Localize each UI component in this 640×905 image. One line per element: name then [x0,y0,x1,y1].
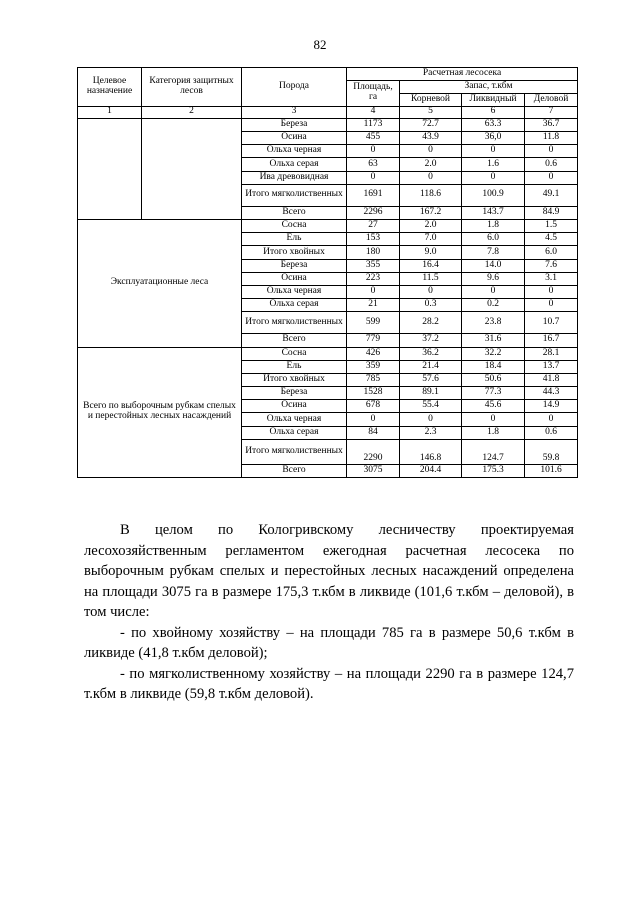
liquid-cell: 6.0 [462,233,525,246]
liquid-cell: 1.8 [462,220,525,233]
species-cell: Ольха серая [242,426,347,439]
area-cell: 785 [347,373,400,386]
species-cell: Ива древовидная [242,171,347,184]
business-cell: 59.8 [525,439,578,464]
area-cell: 0 [347,145,400,158]
species-cell: Ольха черная [242,285,347,298]
area-cell: 455 [347,132,400,145]
liquid-cell: 1.8 [462,426,525,439]
liquid-cell: 0 [462,171,525,184]
area-cell: 426 [347,347,400,360]
header-area: Площадь, га [347,80,400,106]
root-cell: 55.4 [400,400,462,413]
business-cell: 10.7 [525,312,578,334]
species-cell: Осина [242,400,347,413]
business-cell: 14.9 [525,400,578,413]
business-cell: 0 [525,171,578,184]
column-number: 7 [525,106,578,118]
header-category: Категория защитных лесов [142,68,242,107]
root-cell: 89.1 [400,387,462,400]
table-row [78,220,578,233]
root-cell: 43.9 [400,132,462,145]
species-cell: Сосна [242,220,347,233]
business-cell: 0 [525,299,578,312]
business-cell: 4.5 [525,233,578,246]
species-cell: Береза [242,118,347,131]
column-number: 5 [400,106,462,118]
species-cell: Ольха черная [242,145,347,158]
area-cell: 678 [347,400,400,413]
liquid-cell: 143.7 [462,206,525,219]
business-cell: 44.3 [525,387,578,400]
species-cell: Ель [242,360,347,373]
business-cell: 84.9 [525,206,578,219]
liquid-cell: 7.8 [462,246,525,259]
liquid-cell: 63.3 [462,118,525,131]
business-cell: 0.6 [525,158,578,171]
header-cutting-area: Расчетная лесосека [347,68,578,81]
root-cell: 28.2 [400,312,462,334]
paragraph-2: - по хвойному хозяйству – на площади 785 га в размере 50,6 т.кбм в ликвиде (41,8 т.кбм деловой); [84,624,574,661]
liquid-cell: 31.6 [462,334,525,347]
area-cell: 355 [347,259,400,272]
area-cell: 153 [347,233,400,246]
root-cell: 167.2 [400,206,462,219]
area-cell: 0 [347,285,400,298]
root-cell: 37.2 [400,334,462,347]
species-cell: Береза [242,259,347,272]
area-cell: 180 [347,246,400,259]
liquid-cell: 0 [462,413,525,426]
liquid-cell: 32.2 [462,347,525,360]
business-cell: 28.1 [525,347,578,360]
root-cell: 2.0 [400,158,462,171]
area-cell: 84 [347,426,400,439]
paragraph-1-rest: лесохозяйственным регламентом ежегодная расчетная лесосека по выборочным рубкам спелых и перестойных лесных насаждений определена на площади 3075 га в размере 175,3 т.кбм в ликвиде (101,6 т.кбм – деловой), в том числе: [84,542,574,620]
species-cell: Осина [242,132,347,145]
root-cell: 2.0 [400,220,462,233]
header-liquid: Ликвидный [462,93,525,106]
business-cell: 101.6 [525,464,578,477]
body-text [84,520,574,705]
root-cell: 0 [400,413,462,426]
species-cell: Всего [242,206,347,219]
business-cell: 3.1 [525,272,578,285]
root-cell: 146.8 [400,439,462,464]
liquid-cell: 9.6 [462,272,525,285]
species-cell: Ольха серая [242,158,347,171]
column-number-row [78,106,578,118]
header-stock: Запас, т.кбм [400,80,578,93]
area-cell: 27 [347,220,400,233]
species-cell: Сосна [242,347,347,360]
area-cell: 223 [347,272,400,285]
species-cell: Осина [242,272,347,285]
root-cell: 9.0 [400,246,462,259]
business-cell: 0.6 [525,426,578,439]
root-cell: 0 [400,145,462,158]
root-cell: 72.7 [400,118,462,131]
table-row [78,347,578,360]
root-cell: 16.4 [400,259,462,272]
column-number: 4 [347,106,400,118]
liquid-cell: 18.4 [462,360,525,373]
area-cell: 63 [347,158,400,171]
paragraph-3: - по мягколиственному хозяйству – на площади 2290 га в размере 124,7 т.кбм в ликвиде (59,8 т.кбм деловой). [84,665,574,702]
root-cell: 0 [400,285,462,298]
area-cell: 0 [347,413,400,426]
species-cell: Береза [242,387,347,400]
root-cell: 36.2 [400,347,462,360]
root-cell: 21.4 [400,360,462,373]
area-cell: 359 [347,360,400,373]
paragraph-1-first-line: В целом по Кологривскому лесничеству проектируемая [120,522,574,538]
liquid-cell: 1.6 [462,158,525,171]
business-cell: 0 [525,413,578,426]
area-cell: 3075 [347,464,400,477]
group1-category-cell [142,118,242,219]
area-cell: 0 [347,171,400,184]
species-cell: Итого мягколиственных [242,439,347,464]
group3-label: Всего по выборочным рубкам спелых и перестойных лесных насаждений [78,347,242,478]
business-cell: 49.1 [525,184,578,206]
business-cell: 36.7 [525,118,578,131]
species-cell: Итого мягколиственных [242,184,347,206]
liquid-cell: 175.3 [462,464,525,477]
business-cell: 41.8 [525,373,578,386]
column-number: 2 [142,106,242,118]
business-cell: 11.8 [525,132,578,145]
area-cell: 1528 [347,387,400,400]
species-cell: Ель [242,233,347,246]
column-number: 3 [242,106,347,118]
column-number: 1 [78,106,142,118]
liquid-cell: 0 [462,285,525,298]
liquid-cell: 23.8 [462,312,525,334]
liquid-cell: 100.9 [462,184,525,206]
business-cell: 13.7 [525,360,578,373]
species-cell: Ольха серая [242,299,347,312]
liquid-cell: 77.3 [462,387,525,400]
business-cell: 1.5 [525,220,578,233]
root-cell: 11.5 [400,272,462,285]
species-cell: Итого мягколиственных [242,312,347,334]
root-cell: 57.6 [400,373,462,386]
header-species: Порода [242,68,347,107]
liquid-cell: 45.6 [462,400,525,413]
liquid-cell: 14.0 [462,259,525,272]
liquid-cell: 0 [462,145,525,158]
table-row [78,118,578,131]
area-cell: 599 [347,312,400,334]
area-cell: 21 [347,299,400,312]
group1-purpose-cell [78,118,142,219]
area-cell: 1173 [347,118,400,131]
root-cell: 7.0 [400,233,462,246]
root-cell: 0.3 [400,299,462,312]
root-cell: 0 [400,171,462,184]
species-cell: Всего [242,334,347,347]
forest-cutting-table [77,67,578,478]
business-cell: 0 [525,285,578,298]
root-cell: 204.4 [400,464,462,477]
species-cell: Итого хвойных [242,246,347,259]
area-cell: 1691 [347,184,400,206]
liquid-cell: 50.6 [462,373,525,386]
business-cell: 6.0 [525,246,578,259]
header-root: Корневой [400,93,462,106]
header-business: Деловой [525,93,578,106]
liquid-cell: 124.7 [462,439,525,464]
root-cell: 118.6 [400,184,462,206]
liquid-cell: 0.2 [462,299,525,312]
species-cell: Ольха черная [242,413,347,426]
column-number: 6 [462,106,525,118]
area-cell: 2296 [347,206,400,219]
species-cell: Всего [242,464,347,477]
business-cell: 7.6 [525,259,578,272]
business-cell: 0 [525,145,578,158]
header-purpose: Целевое назначение [78,68,142,107]
area-cell: 779 [347,334,400,347]
group2-label: Эксплуатационные леса [78,220,242,348]
root-cell: 2.3 [400,426,462,439]
liquid-cell: 36,0 [462,132,525,145]
page-number: 82 [313,37,327,52]
business-cell: 16.7 [525,334,578,347]
species-cell: Итого хвойных [242,373,347,386]
area-cell: 2290 [347,439,400,464]
